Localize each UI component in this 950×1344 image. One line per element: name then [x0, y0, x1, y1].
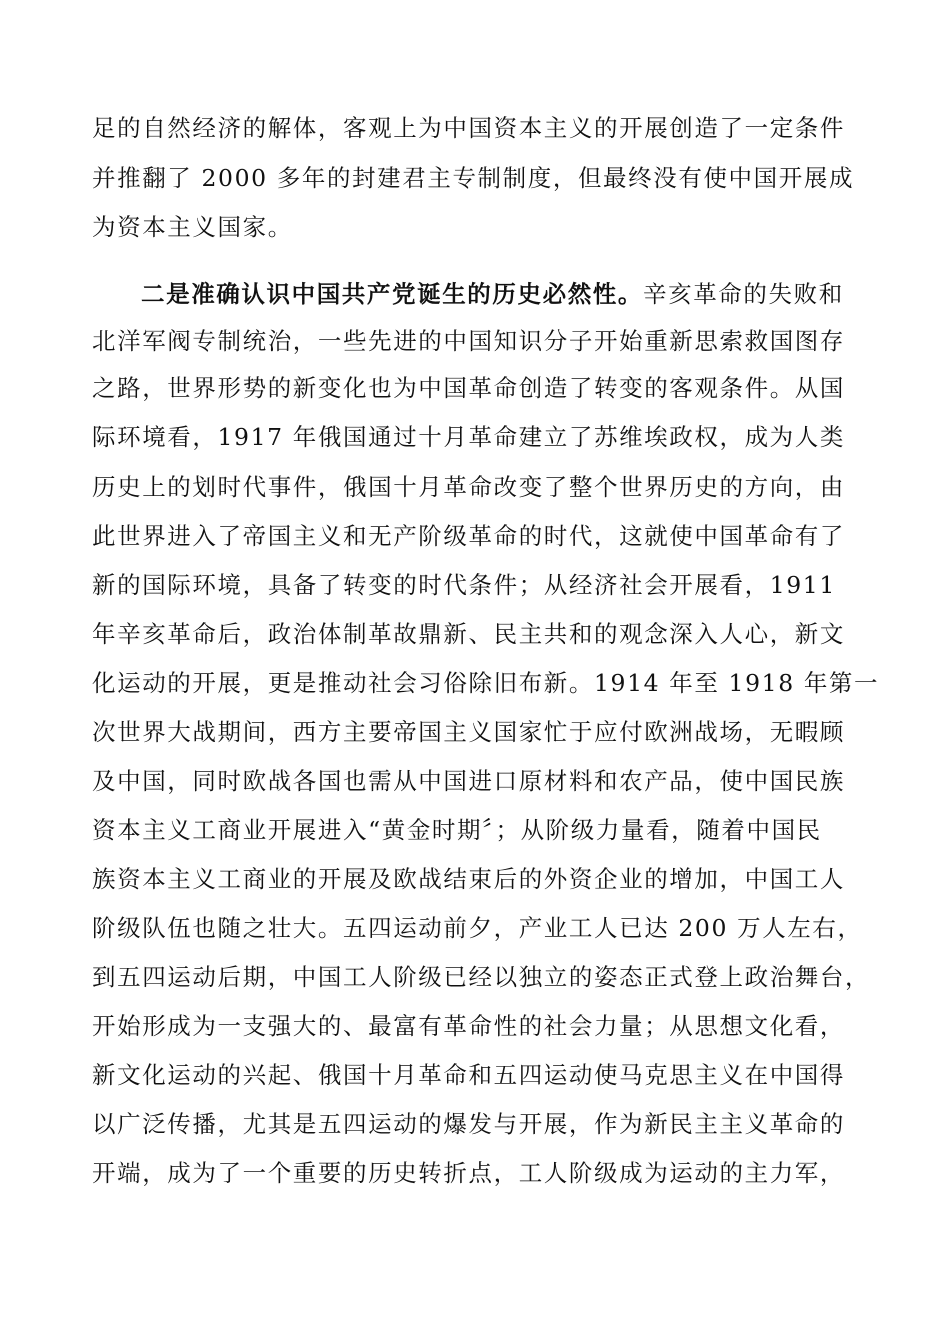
text-line: 北洋军阀专制统治，一些先进的中国知识分子开始重新思索救国图存 — [92, 327, 845, 355]
text-line: 化运动的开展，更是推动社会习俗除旧布新。1914 年至 1918 年第一 — [92, 669, 880, 697]
text-line: 资本主义工商业开展进入“黄金时期〞；从阶级力量看，随着中国民 — [92, 816, 822, 844]
text-line: 新文化运动的兴起、俄国十月革命和五四运动使马克思主义在中国得 — [92, 1061, 845, 1089]
text-line: 新的国际环境，具备了转变的时代条件；从经济社会开展看，1911 — [92, 571, 836, 599]
text-line: 开端，成为了一个重要的历史转折点，工人阶级成为运动的主力军， — [92, 1159, 845, 1187]
text-line: 族资本主义工商业的开展及欧战结束后的外资企业的增加，中国工人 — [92, 865, 845, 893]
section-heading: 二是准确认识中国共产党诞生的历史必然性。 — [141, 280, 643, 308]
text-line: 此世界进入了帝国主义和无产阶级革命的时代，这就使中国革命有了 — [92, 522, 845, 550]
text-line: 阶级队伍也随之壮大。五四运动前夕，产业工人已达 200 万人左右， — [92, 914, 863, 942]
text-line: 到五四运动后期，中国工人阶级已经以独立的姿态正式登上政治舞台， — [92, 963, 871, 991]
text-line: 以广泛传播，尤其是五四运动的爆发与开展，作为新民主主义革命的 — [92, 1110, 845, 1138]
text-line: 为资本主义国家。 — [92, 213, 293, 241]
text-line: 际环境看，1917 年俄国通过十月革命建立了苏维埃政权，成为人类 — [92, 423, 845, 451]
text-line: 开始形成为一支强大的、最富有革命性的社会力量；从思想文化看， — [92, 1012, 845, 1040]
text-line — [141, 279, 844, 309]
text-line: 足的自然经济的解体，客观上为中国资本主义的开展创造了一定条件 — [92, 114, 845, 142]
text-line: 并推翻了 2000 多年的封建君主专制制度，但最终没有使中国开展成 — [92, 164, 855, 192]
text-line: 及中国，同时欧战各国也需从中国进口原材料和农产品，使中国民族 — [92, 767, 845, 795]
text-line: 历史上的划时代事件，俄国十月革命改变了整个世界历史的方向，由 — [92, 473, 845, 501]
text-line: 年辛亥革命后，政治体制革故鼎新、民主共和的观念深入人心，新文 — [92, 620, 845, 648]
heading-line-text: 辛亥革命的失败和 — [643, 280, 844, 308]
text-line: 之路，世界形势的新变化也为中国革命创造了转变的客观条件。从国 — [92, 374, 845, 402]
text-line: 次世界大战期间，西方主要帝国主义国家忙于应付欧洲战场，无暇顾 — [92, 718, 845, 746]
